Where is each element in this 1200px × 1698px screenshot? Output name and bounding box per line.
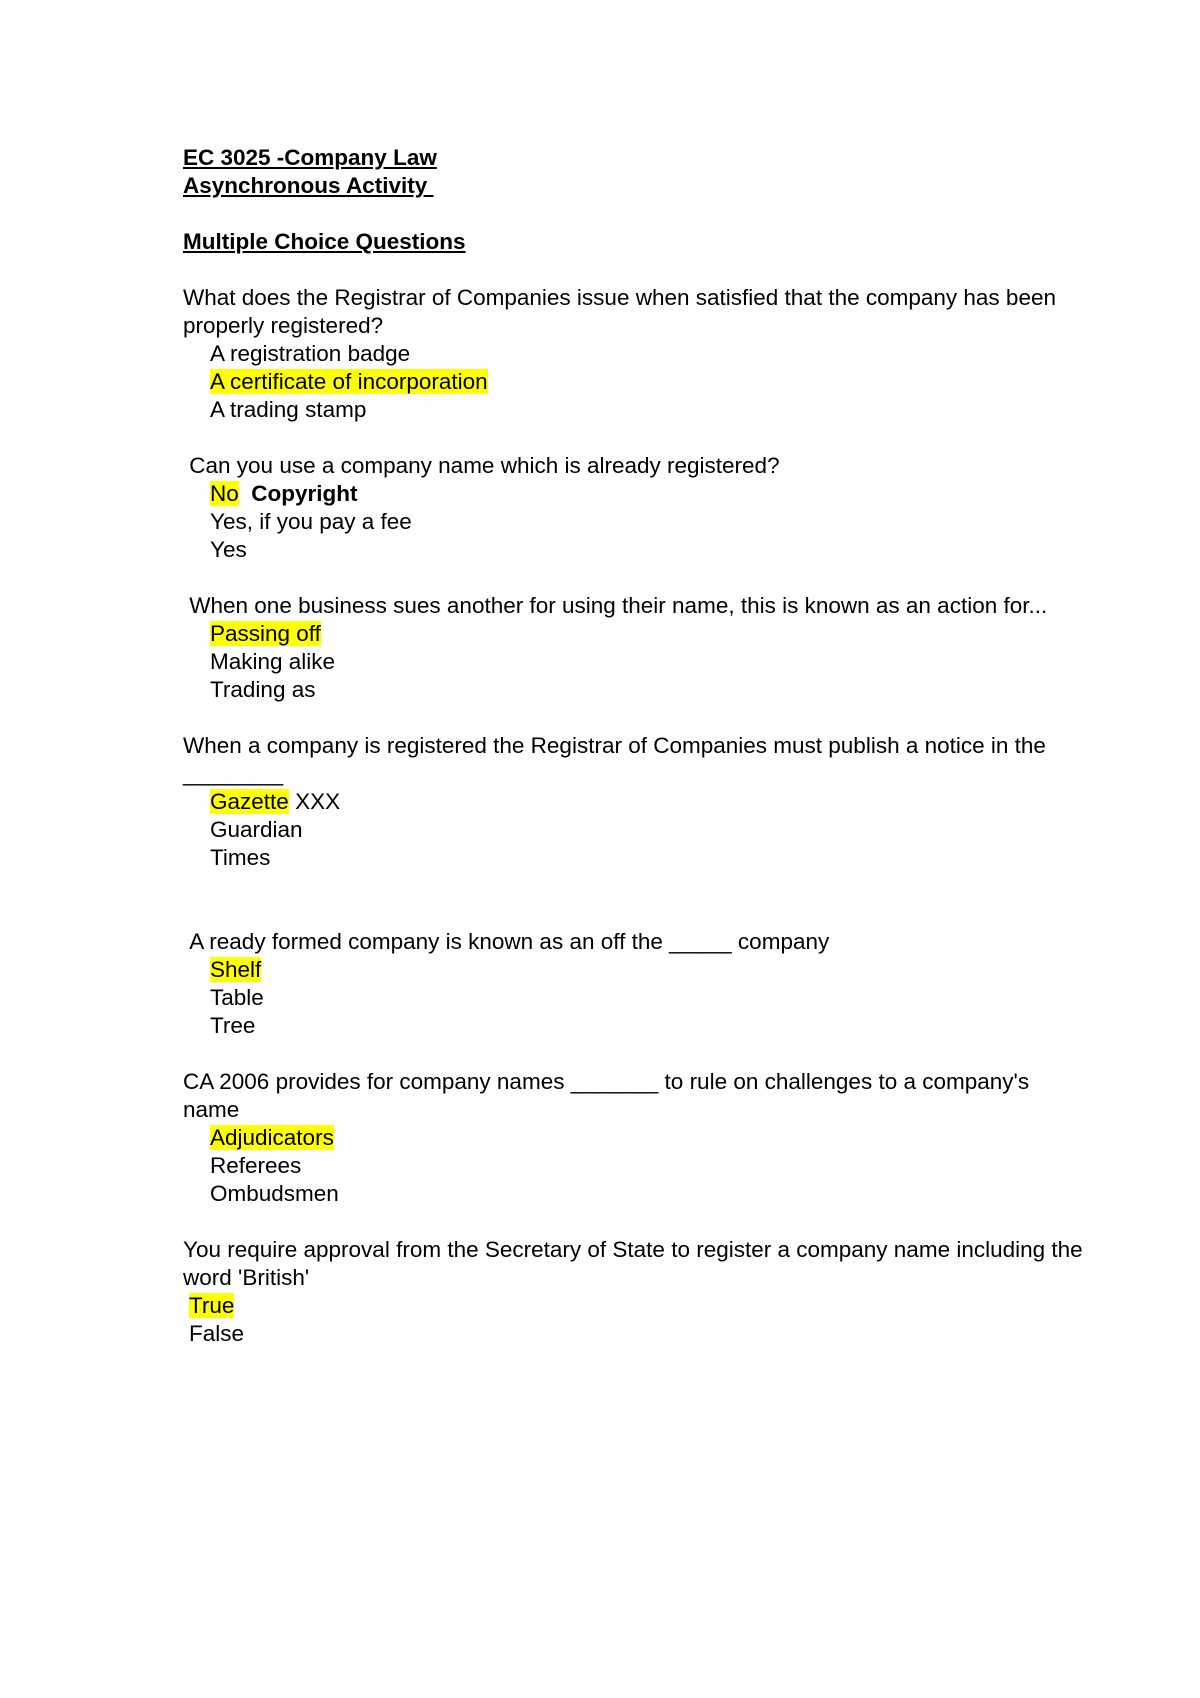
option-label: False: [189, 1321, 245, 1346]
option-label: A registration badge: [210, 341, 411, 366]
question-text: You require approval from the Secretary of State to register a company name including the word 'British': [183, 1237, 1089, 1290]
question-text: What does the Registrar of Companies issue when satisfied that the company has been properly registered?: [183, 285, 1063, 338]
answer-option: [183, 396, 1083, 424]
option-label-highlighted: No: [210, 481, 239, 506]
option-label-highlighted: Shelf: [210, 957, 262, 982]
option-label: Guardian: [210, 817, 303, 842]
answer-note: Copyright: [251, 481, 358, 506]
answer-option: [183, 1180, 1083, 1208]
answer-option: [183, 676, 1083, 704]
option-label: Table: [210, 985, 264, 1010]
answer-option: [183, 508, 1083, 536]
question-4: [183, 732, 1083, 872]
question-3: [183, 592, 1083, 704]
option-label-highlighted: A certificate of incorporation: [210, 369, 488, 394]
answer-option: [183, 816, 1083, 844]
question-text: A ready formed company is known as an off the _____ company: [183, 929, 830, 954]
answer-option: [183, 984, 1083, 1012]
answer-option: [183, 844, 1083, 872]
option-label: Referees: [210, 1153, 302, 1178]
question-text: CA 2006 provides for company names _______ to rule on challenges to a company's name: [183, 1069, 1036, 1122]
option-label: Trading as: [210, 677, 316, 702]
answer-option: [183, 536, 1083, 564]
course-title: EC 3025 -Company Law: [183, 145, 437, 170]
option-label: A trading stamp: [210, 397, 367, 422]
answer-option: [183, 340, 1083, 368]
answer-option: [183, 1320, 1083, 1348]
option-label: Times: [210, 845, 271, 870]
document-body: [183, 144, 1089, 1348]
option-label-highlighted: Adjudicators: [210, 1125, 334, 1150]
question-2: [183, 452, 1083, 564]
answer-option-correct: [183, 788, 1083, 816]
answer-option-correct: [183, 1124, 1083, 1152]
option-label: Yes: [210, 537, 247, 562]
answer-option: [183, 1012, 1083, 1040]
answer-option-correct: [183, 480, 1083, 508]
option-label-highlighted: Gazette: [210, 789, 289, 814]
answer-note: XXX: [295, 789, 341, 814]
answer-option-correct: [183, 620, 1083, 648]
option-label: Tree: [210, 1013, 256, 1038]
question-text: When one business sues another for using their name, this is known as an action for...: [183, 593, 1048, 618]
option-label-highlighted: Passing off: [210, 621, 321, 646]
section-title: Multiple Choice Questions: [183, 229, 466, 254]
question-7: [183, 1236, 1089, 1348]
activity-title: Asynchronous Activity: [183, 173, 434, 198]
answer-option: [183, 648, 1083, 676]
question-text: Can you use a company name which is already registered?: [183, 453, 780, 478]
answer-option-correct: [183, 956, 1083, 984]
answer-option-correct: [183, 368, 1083, 396]
question-1: [183, 284, 1083, 424]
spacer: [183, 200, 1083, 228]
option-label: Making alike: [210, 649, 336, 674]
question-text: When a company is registered the Registrar of Companies must publish a notice in the ________: [183, 733, 1053, 786]
answer-option: [183, 1152, 1083, 1180]
question-6: [183, 1068, 1083, 1208]
answer-option-correct: [183, 1292, 1083, 1320]
question-5: [183, 928, 1083, 1040]
option-label: Ombudsmen: [210, 1181, 339, 1206]
option-label-highlighted: True: [189, 1293, 235, 1318]
option-label: Yes, if you pay a fee: [210, 509, 412, 534]
